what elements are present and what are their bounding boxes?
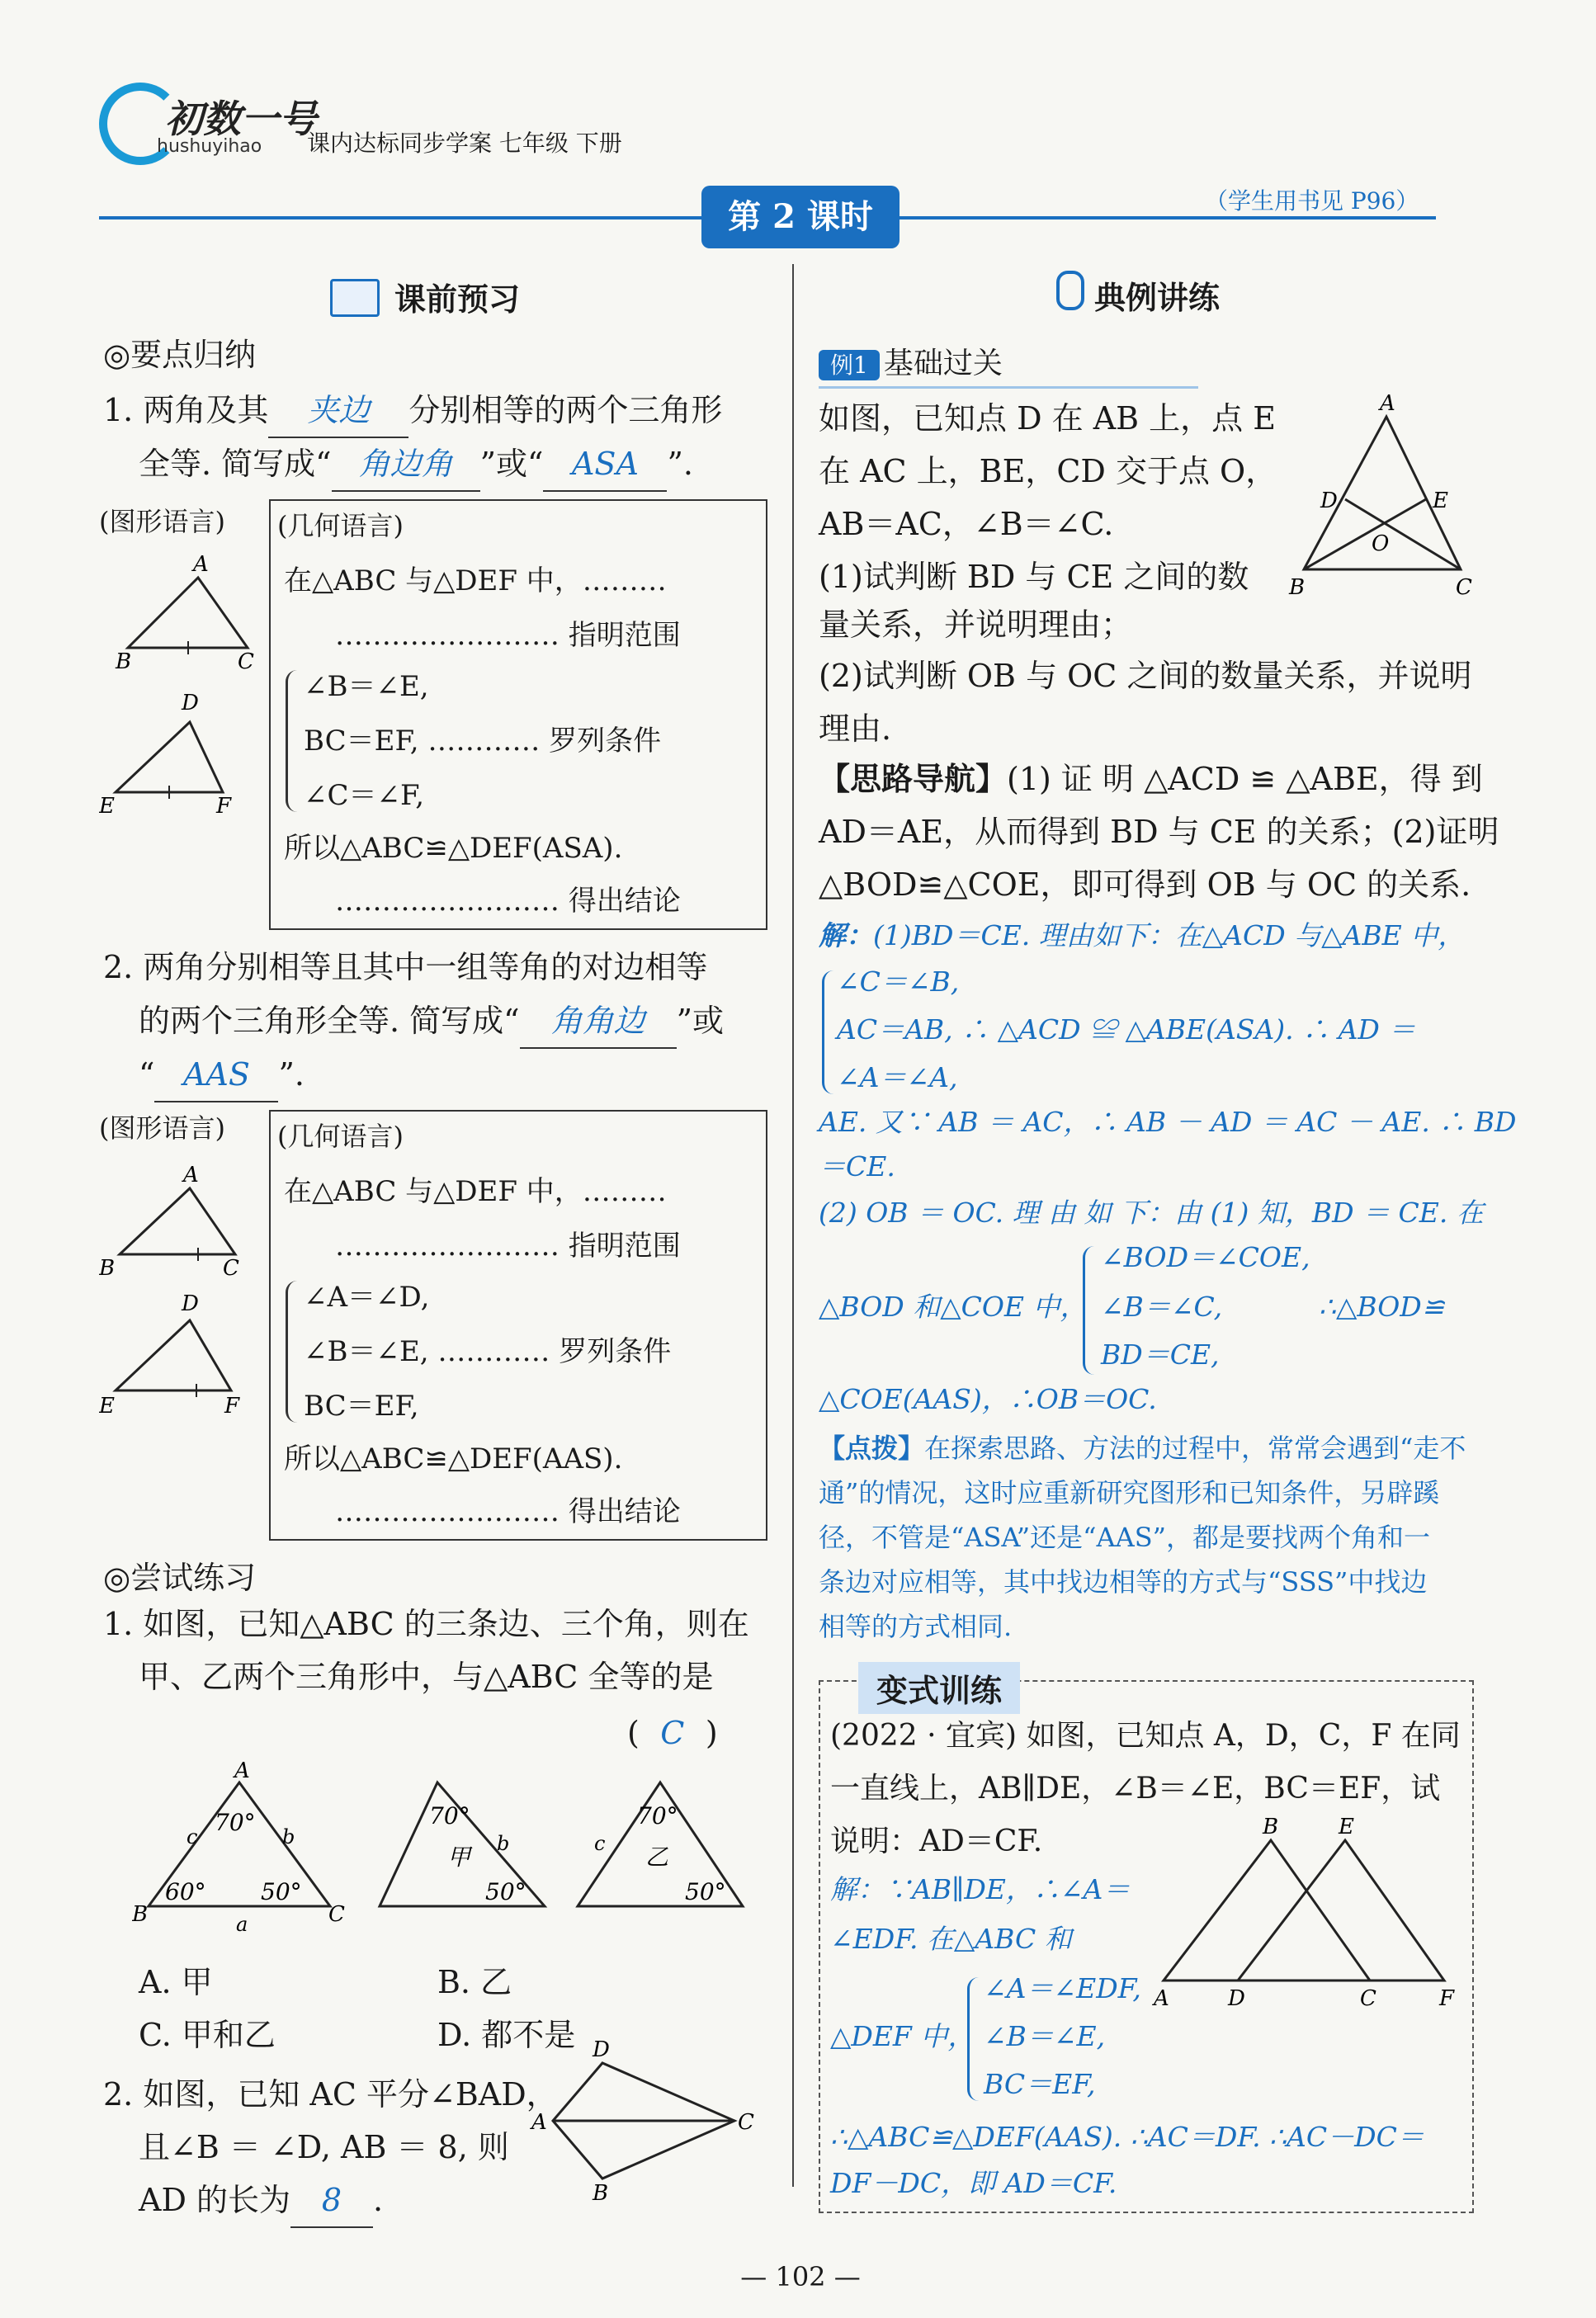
example-figure — [1287, 392, 1485, 607]
svg-text:F: F — [1439, 1986, 1455, 2011]
ex-line-4: (1)试判断 BD 与 CE 之间的数 — [819, 559, 1249, 595]
point2-line1: 2. 两角分别相等且其中一组等角的对边相等 — [103, 949, 708, 985]
variant-title: 变式训练 — [858, 1662, 1020, 1714]
text: (1)BD＝CE. 理由如下：在△ACD 与△ABE 中， — [873, 919, 1466, 951]
q1-answer — [627, 1707, 718, 1759]
svg-text:E: E — [99, 1394, 115, 1419]
tip-line-1 — [819, 1426, 1466, 1471]
paren: ) — [705, 1715, 718, 1751]
q2-line1: 2. 如图，已知 AC 平分∠BAD， — [103, 2076, 558, 2113]
svg-text:50°: 50° — [261, 1878, 302, 1905]
text: 1. 两角及其 — [103, 392, 269, 428]
q2-figure — [528, 2038, 767, 2203]
geo-lang-label-2: (几何语言) — [277, 1121, 404, 1152]
blank-3[interactable]: ASA — [543, 437, 667, 492]
q1-option-c[interactable]: C. 甲和乙 — [139, 2017, 276, 2053]
aas-figure — [99, 1155, 264, 1419]
svg-text:b: b — [282, 1825, 295, 1848]
text: 全等. 简写成“ — [139, 446, 332, 482]
box1-line2: …………………… 指明范围 — [335, 619, 681, 652]
svg-text:B: B — [99, 1256, 116, 1281]
guide-line-3: △BOD≌△COE，即可得到 OB 与 OC 的关系. — [819, 866, 1471, 903]
blank-5[interactable]: AAS — [154, 1048, 278, 1102]
svg-text:70°: 70° — [637, 1802, 678, 1829]
svg-text:A: A — [234, 1759, 250, 1783]
text: AD 的长为 — [139, 2182, 290, 2218]
box2-c1: ∠A＝∠D, — [304, 1281, 430, 1314]
q1-option-a[interactable]: A. 甲 — [139, 1964, 213, 2000]
svg-text:D: D — [1320, 489, 1338, 513]
text: . — [373, 2182, 384, 2218]
text: ”或“ — [479, 446, 544, 482]
box2-line1: 在△ABC 与△DEF 中，……… — [284, 1175, 667, 1208]
brand-name: 初数一号 — [165, 97, 317, 141]
svg-text:D: D — [593, 2038, 610, 2062]
guide-line-2: AD＝AE，从而得到 BD 与 CE 的关系；(2)证明 — [819, 814, 1499, 850]
box1-c1: ∠B＝∠E, — [304, 670, 429, 703]
text: “ — [139, 1056, 155, 1093]
svg-text:O: O — [1372, 531, 1390, 556]
svg-text:a: a — [236, 1913, 248, 1936]
ex-line-3: AB＝AC，∠B＝∠C. — [819, 506, 1114, 542]
box1-line1: 在△ABC 与△DEF 中，……… — [284, 564, 667, 597]
microphone-icon — [1056, 271, 1084, 310]
svg-text:50°: 50° — [485, 1878, 526, 1905]
sol-c1: ∠C＝∠B, — [837, 965, 960, 998]
sol-m2: ∠B＝∠C, — [1101, 1291, 1223, 1323]
svg-text:c: c — [594, 1832, 606, 1855]
box2-line3: 所以△ABC≌△DEF(AAS). — [284, 1442, 623, 1475]
svg-text:70°: 70° — [429, 1802, 470, 1829]
asa-figure — [99, 545, 264, 825]
point1-line2 — [139, 437, 693, 492]
var-sol-4: DF－DC，即 AD＝CF. — [830, 2167, 1117, 2199]
q1-figures — [132, 1758, 759, 1939]
svg-text:60°: 60° — [165, 1878, 206, 1905]
svg-text:F: F — [216, 794, 232, 819]
brand-pinyin: hushuyihao — [157, 136, 262, 157]
box2-line4: …………………… 得出结论 — [335, 1495, 681, 1528]
var-line-2: 一直线上，AB∥DE，∠B＝∠E，BC＝EF，试 — [830, 1772, 1441, 1806]
box1-c3: ∠C＝∠F, — [304, 779, 425, 812]
var-sol-2: ∠EDF. 在△ABC 和 — [830, 1923, 1072, 1955]
blank-6[interactable]: 8 — [290, 2174, 373, 2228]
svg-text:70°: 70° — [215, 1809, 256, 1836]
ex-line-5: 量关系，并说明理由； — [819, 607, 1133, 643]
svg-text:C: C — [223, 1256, 239, 1281]
q1-option-d[interactable]: D. 都不是 — [437, 2017, 576, 2053]
q1-line1: 1. 如图，已知△ABC 的三条边、三个角，则在 — [103, 1606, 749, 1642]
svg-text:F: F — [224, 1394, 240, 1419]
sol-c2: AC＝AB, ∴ △ACD ≌ △ABE(ASA). ∴ AD ＝ — [837, 1013, 1416, 1046]
variant-figure — [1147, 1815, 1469, 2022]
q1-option-b[interactable]: B. 乙 — [437, 1964, 512, 2000]
blank-2[interactable]: 角边角 — [332, 437, 480, 492]
book-icon — [330, 279, 380, 317]
svg-text:A: A — [193, 552, 209, 577]
svg-text:A: A — [1154, 1986, 1169, 2011]
sol-c3: ∠A＝∠A, — [837, 1061, 958, 1093]
text: (1) 证 明 △ACD ≌ △ABE，得 到 — [1007, 761, 1483, 797]
svg-text:D: D — [1228, 1986, 1245, 2011]
box2-c2: ∠B＝∠E, ………… 罗列条件 — [304, 1335, 672, 1368]
box1-line3: 所以△ABC≌△DEF(ASA). — [284, 832, 623, 865]
svg-text:C: C — [738, 2110, 754, 2135]
svg-text:B: B — [132, 1902, 149, 1927]
svg-text:A: A — [531, 2110, 547, 2135]
svg-text:D: D — [182, 1291, 199, 1316]
sol-line-4: (2) OB ＝ OC. 理 由 如 下：由 (1) 知，BD ＝ CE. 在 — [819, 1197, 1484, 1229]
fig-lang-label-2: (图形语言) — [99, 1112, 225, 1144]
example-tag-row — [819, 340, 1003, 382]
tip-label: 【点拨】 — [819, 1433, 925, 1464]
sol-mid-post: ∴△BOD≌ — [1319, 1291, 1445, 1323]
box1-line4: …………………… 得出结论 — [335, 885, 681, 918]
try-heading: ◎尝试练习 — [103, 1560, 257, 1596]
sol-line-1 — [819, 913, 1465, 959]
text: 在探索思路、方法的过程中，常常会遇到“走不 — [924, 1433, 1466, 1464]
page-ref: （学生用书见 P96） — [1205, 187, 1419, 215]
svg-text:A: A — [183, 1163, 199, 1187]
var-line-3: 说明：AD＝CF. — [830, 1825, 1043, 1858]
answer-value[interactable]: C — [660, 1715, 685, 1751]
sol-line-5: △COE(AAS)，∴OB＝OC. — [819, 1383, 1157, 1415]
fig-jia: 甲 — [447, 1844, 471, 1871]
ex-line-6: (2)试判断 OB 与 OC 之间的数量关系，并说明 — [819, 658, 1472, 694]
var-line-1: (2022 · 宜宾) 如图，已知点 A，D，C，F 在同 — [830, 1719, 1461, 1753]
svg-text:E: E — [1339, 1815, 1354, 1839]
fig-lang-label: (图形语言) — [99, 506, 225, 537]
tip-line-3: 径，不管是“ASA”还是“AAS”，都是要找两个角和一 — [819, 1522, 1431, 1553]
sol-line-3: ＝CE. — [819, 1150, 895, 1183]
sol-brace — [822, 970, 838, 1094]
preview-title: 课前预习 — [394, 281, 521, 318]
paren: ( — [627, 1715, 640, 1751]
svg-text:50°: 50° — [685, 1878, 726, 1905]
var-c3: BC＝EF, — [984, 2068, 1096, 2100]
svg-text:C: C — [328, 1902, 345, 1927]
svg-text:b: b — [497, 1832, 510, 1855]
q1-line2: 甲、乙两个三角形中，与△ABC 全等的是 — [139, 1659, 714, 1695]
var-c1: ∠A＝∠EDF, — [984, 1972, 1141, 2004]
blank-4[interactable]: 角角边 — [520, 994, 677, 1049]
svg-text:B: B — [1289, 575, 1306, 600]
example-name: 基础过关 — [883, 347, 1003, 380]
var-sol-1: 解：∵AB∥DE，∴∠A＝ — [830, 1873, 1131, 1905]
text: 的两个三角形全等. 简写成“ — [139, 1003, 520, 1039]
sol-m3: BD＝CE, — [1101, 1338, 1220, 1371]
page-number: — 102 — — [740, 2261, 861, 2292]
tip-line-5: 相等的方式相同. — [819, 1611, 1013, 1642]
fig-yi: 乙 — [645, 1844, 669, 1871]
svg-text:E: E — [99, 794, 115, 819]
tip-line-2: 通”的情况，这时应重新研究图形和已知条件，另辟蹊 — [819, 1477, 1440, 1508]
ex-line-2: 在 AC 上，BE，CD 交于点 O， — [819, 453, 1277, 489]
box1-c2: BC＝EF, ………… 罗列条件 — [304, 725, 662, 758]
text: ”. — [278, 1056, 305, 1093]
svg-text:C: C — [238, 649, 254, 674]
box2-c3: BC＝EF, — [304, 1390, 419, 1423]
point2-line2 — [139, 994, 724, 1049]
svg-text:A: A — [1380, 392, 1395, 416]
sol-brace-2 — [1083, 1246, 1098, 1375]
var-c2: ∠B＝∠E, — [984, 2020, 1106, 2052]
tag-rule — [819, 386, 1198, 389]
var-brace — [967, 1977, 983, 2101]
sol-line-2: AE. 又∵ AB ＝ AC，∴ AB － AD ＝ AC － AE. ∴ BD — [819, 1106, 1517, 1138]
svg-text:C: C — [1360, 1986, 1376, 2011]
q2-line2: 且∠B ＝ ∠D, AB ＝ 8, 则 — [139, 2129, 509, 2165]
sol-mid-pre: △BOD 和△COE 中， — [819, 1291, 1088, 1323]
brace — [286, 1281, 305, 1423]
ex-line-1: 如图，已知点 D 在 AB 上，点 E — [819, 400, 1276, 437]
svg-text:c: c — [187, 1825, 198, 1848]
point1-line1 — [103, 384, 722, 438]
text: ”或 — [676, 1003, 725, 1039]
box2-line2: …………………… 指明范围 — [335, 1230, 681, 1263]
blank-1[interactable]: 夹边 — [268, 384, 408, 438]
svg-text:B: B — [116, 649, 132, 674]
svg-text:C: C — [1456, 575, 1472, 600]
example-title: 典例讲练 — [1094, 279, 1221, 316]
ex-line-7: 理由. — [819, 711, 892, 747]
text: ”. — [667, 446, 693, 482]
svg-text:B: B — [593, 2181, 609, 2203]
geo-lang-label: (几何语言) — [277, 510, 404, 541]
sol-m1: ∠BOD＝∠COE, — [1101, 1241, 1310, 1273]
example-tag: 例1 — [819, 350, 880, 380]
series-title: 课内达标同步学案 七年级 下册 — [307, 130, 622, 157]
tip-line-4: 条边对应相等，其中找边相等的方式与“SSS”中找边 — [819, 1566, 1428, 1598]
brace — [286, 670, 305, 812]
guide-label: 【思路导航】 — [819, 760, 1008, 797]
svg-text:E: E — [1433, 489, 1448, 513]
text: 分别相等的两个三角形 — [408, 392, 723, 428]
point2-line3 — [139, 1048, 305, 1102]
lesson-title: 第 2 课时 — [701, 186, 900, 248]
var-sol-3: ∴△ABC≌△DEF(AAS). ∴AC＝DF. ∴AC－DC＝ — [830, 2121, 1424, 2153]
sol-label: 解： — [819, 919, 873, 951]
svg-text:B: B — [1263, 1815, 1279, 1839]
q2-line3 — [139, 2174, 383, 2228]
var-sol-pre: △DEF 中， — [830, 2020, 975, 2052]
column-divider — [792, 264, 794, 2187]
svg-text:D: D — [182, 691, 199, 715]
key-points-heading: ◎要点归纳 — [103, 337, 257, 373]
guide-line-1 — [819, 753, 1483, 805]
